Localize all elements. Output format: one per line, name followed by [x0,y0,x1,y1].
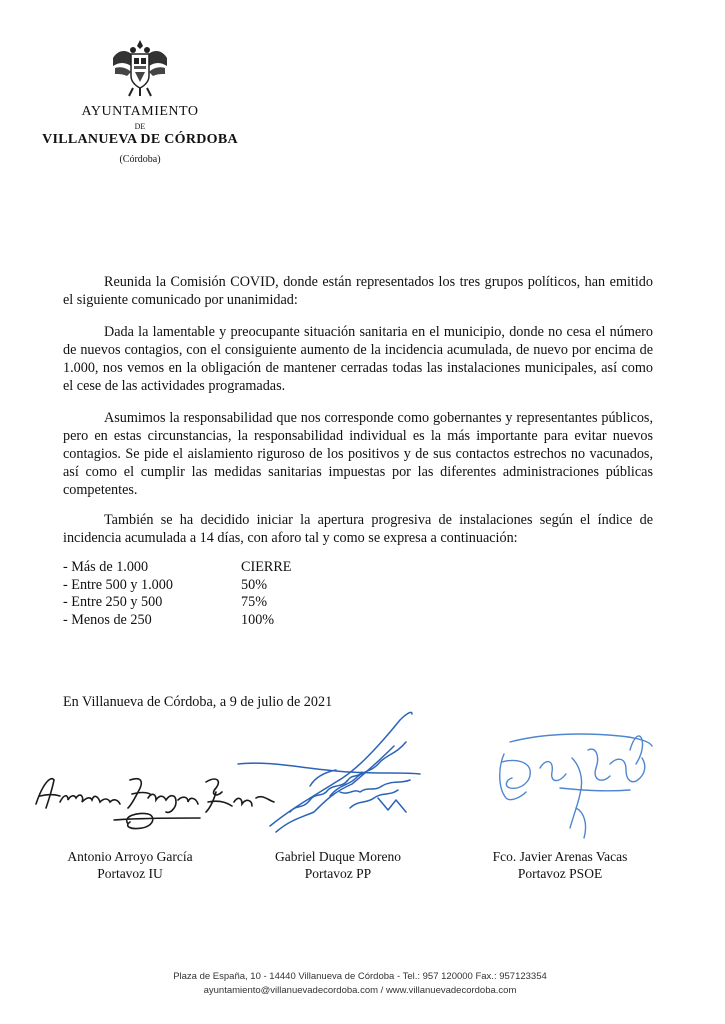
signatory-role: Portavoz PSOE [517,866,603,881]
signatory-block [455,848,665,882]
tier-value: 100% [241,611,275,628]
paragraph-3-text: Asumimos la responsabilidad que nos corresponde como gobernantes y representantes públicos, pero en estas circunstancias, la responsabilidad individual es la más importante para evitar nuevos contagios. Se pide el aislamiento riguroso de los positivos y de sus contactos estrechos no vacunados, así como el cumplir las medidas sanitarias impuestas por las diferentes administraciones públicas competentes. [63,410,653,498]
tier-row [63,594,291,612]
signatory-name: Gabriel Duque Moreno [275,849,401,864]
tier-row [63,612,291,630]
tier-value: 75% [241,594,268,610]
paragraph-2-text: Dada la lamentable y preocupante situación sanitaria en el municipio, donde no cesa el número de nuevos contagios, con el consiguiente aumento de la incidencia acumulada, de nuevo por encima de 1.000, nos vemos en la obligación de mantener cerradas todas las instalaciones municipales, así como el cese de las actividades programadas. [63,324,653,394]
signatory-name: Fco. Javier Arenas Vacas [492,849,628,864]
signatory-block [248,848,428,882]
paragraph-2 [63,323,653,395]
letterhead-municipality: VILLANUEVA DE CÓRDOBA [42,132,238,147]
letterhead [40,36,240,165]
footer-contact: ayuntamiento@villanuevadecordoba.com / www.villanuevadecordoba.com [203,985,517,996]
tier-value: CIERRE [241,559,292,575]
paragraph-4 [63,511,653,547]
coat-of-arms-icon [109,36,171,98]
letterhead-province: (Córdoba) [119,154,161,165]
paragraph-3 [63,409,653,499]
tier-row [63,559,291,577]
footer [150,970,570,998]
letterhead-de: DE [134,122,146,131]
footer-address: Plaza de España, 10 - 14440 Villanueva de Córdoba - Tel.: 957 120000 Fax.: 957123354 [173,971,547,982]
tier-label: - Entre 500 y 1.000 [63,576,173,593]
signatory-role: Portavoz IU [97,866,163,881]
signatory-role: Portavoz PP [304,866,372,881]
paragraph-1 [63,273,653,309]
letterhead-ayuntamiento: AYUNTAMIENTO [81,104,199,119]
signature-psoe [480,728,670,853]
signature-pp [230,700,445,845]
tier-label: - Más de 1.000 [63,559,149,575]
paragraph-4-text: También se ha decidido iniciar la apertura progresiva de instalaciones según el índice de incidencia acumulada a 14 días, con aforo tal y como se expresa a continuación: [63,512,653,546]
tier-label: - Menos de 250 [63,611,152,628]
tier-label: - Entre 250 y 500 [63,594,163,610]
capacity-tiers-list [63,559,291,629]
signatory-block [40,848,220,882]
date-line: En Villanueva de Córdoba, a 9 de julio de 2021 [63,694,333,710]
tier-value: 50% [241,576,268,593]
signatory-name: Antonio Arroyo García [67,849,193,864]
paragraph-1-text: Reunida la Comisión COVID, donde están representados los tres grupos políticos, han emitido el siguiente comunicado por unanimidad: [63,274,653,308]
tier-row [63,577,291,595]
